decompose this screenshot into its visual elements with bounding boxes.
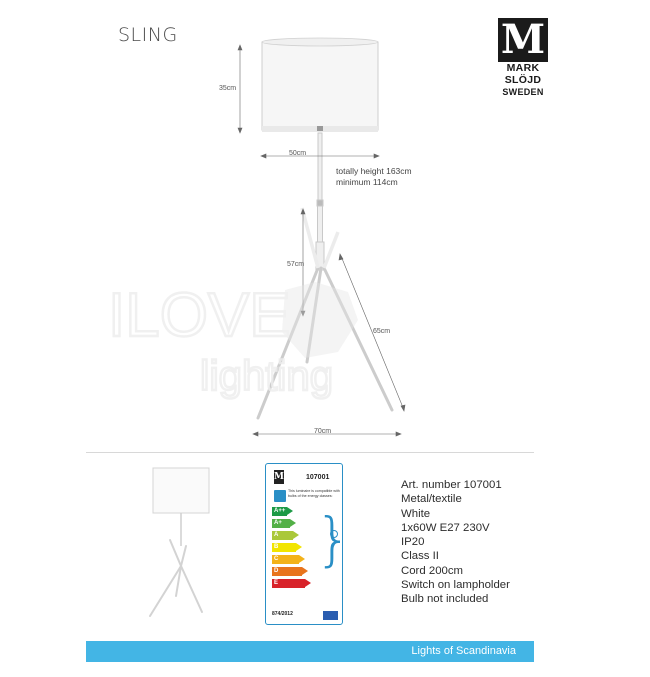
lamp-stem-drawing [316, 133, 324, 270]
energy-class-bar: C [272, 555, 299, 564]
energy-class-bar: E [272, 579, 305, 588]
energy-label-compat-text: This luminaire is compatible with bulbs of the energy classes: [288, 489, 340, 498]
lamp-bulb-icon [274, 490, 286, 502]
spec-line: Metal/textile [401, 493, 462, 506]
logo-letter: M [498, 18, 548, 62]
product-title: SLING [118, 24, 178, 46]
product-specs [401, 478, 510, 607]
watermark-top-text: ILOVE [108, 281, 291, 350]
height-note-minimum: minimum 114cm [336, 177, 398, 187]
spec-line: Cord 200cm [401, 564, 464, 577]
shade-width-dimension: 50cm [289, 150, 307, 157]
energy-range-brace: } [315, 505, 352, 573]
spec-line: Bulb not included [401, 593, 489, 606]
energy-class-bar: D [272, 567, 302, 576]
lamp-thumbnail [126, 466, 236, 626]
spec-line: Art. number 107001 [401, 479, 502, 491]
energy-class-bar: A [272, 531, 293, 540]
leg-upper-dimension: 57cm [287, 261, 305, 268]
leg-length-dimension: 65cm [373, 328, 391, 335]
base-width-dimension: 70cm [314, 428, 332, 435]
lamp-shade-drawing [262, 38, 378, 132]
watermark-bottom-text: lighting [200, 352, 334, 399]
watermark-heart-shape [282, 282, 358, 358]
shade-height-dimension: 35cm [219, 85, 237, 92]
watermark [100, 270, 380, 410]
height-note-total: totally height 163cm [336, 166, 412, 176]
spec-line: White [401, 507, 431, 520]
spec-line: 1x60W E27 230V [401, 521, 490, 534]
spec-line: Class II [401, 550, 439, 563]
energy-class-bar: A++ [274, 508, 286, 514]
spec-line: IP20 [401, 536, 425, 549]
logo-line-3: SWEDEN [502, 87, 544, 97]
footer-bar [86, 641, 534, 662]
energy-class-bar: B [272, 543, 296, 552]
energy-label [265, 463, 352, 625]
energy-class-bar: A+ [272, 519, 290, 528]
logo-line-1: MARK [506, 62, 540, 74]
height-note [336, 166, 412, 188]
energy-class-bars [272, 507, 305, 591]
bulb-icon [330, 530, 338, 538]
logo-line-2: SLÖJD [504, 74, 542, 86]
energy-label-reference: 107001 [306, 474, 330, 481]
eu-flag-icon [323, 611, 338, 620]
energy-label-regulation: 874/2012 [272, 611, 293, 617]
spec-line: Switch on lampholder [401, 579, 510, 592]
energy-label-brand-mark: M [274, 472, 284, 482]
footer-tagline: Lights of Scandinavia [411, 645, 516, 657]
section-divider [86, 452, 534, 453]
